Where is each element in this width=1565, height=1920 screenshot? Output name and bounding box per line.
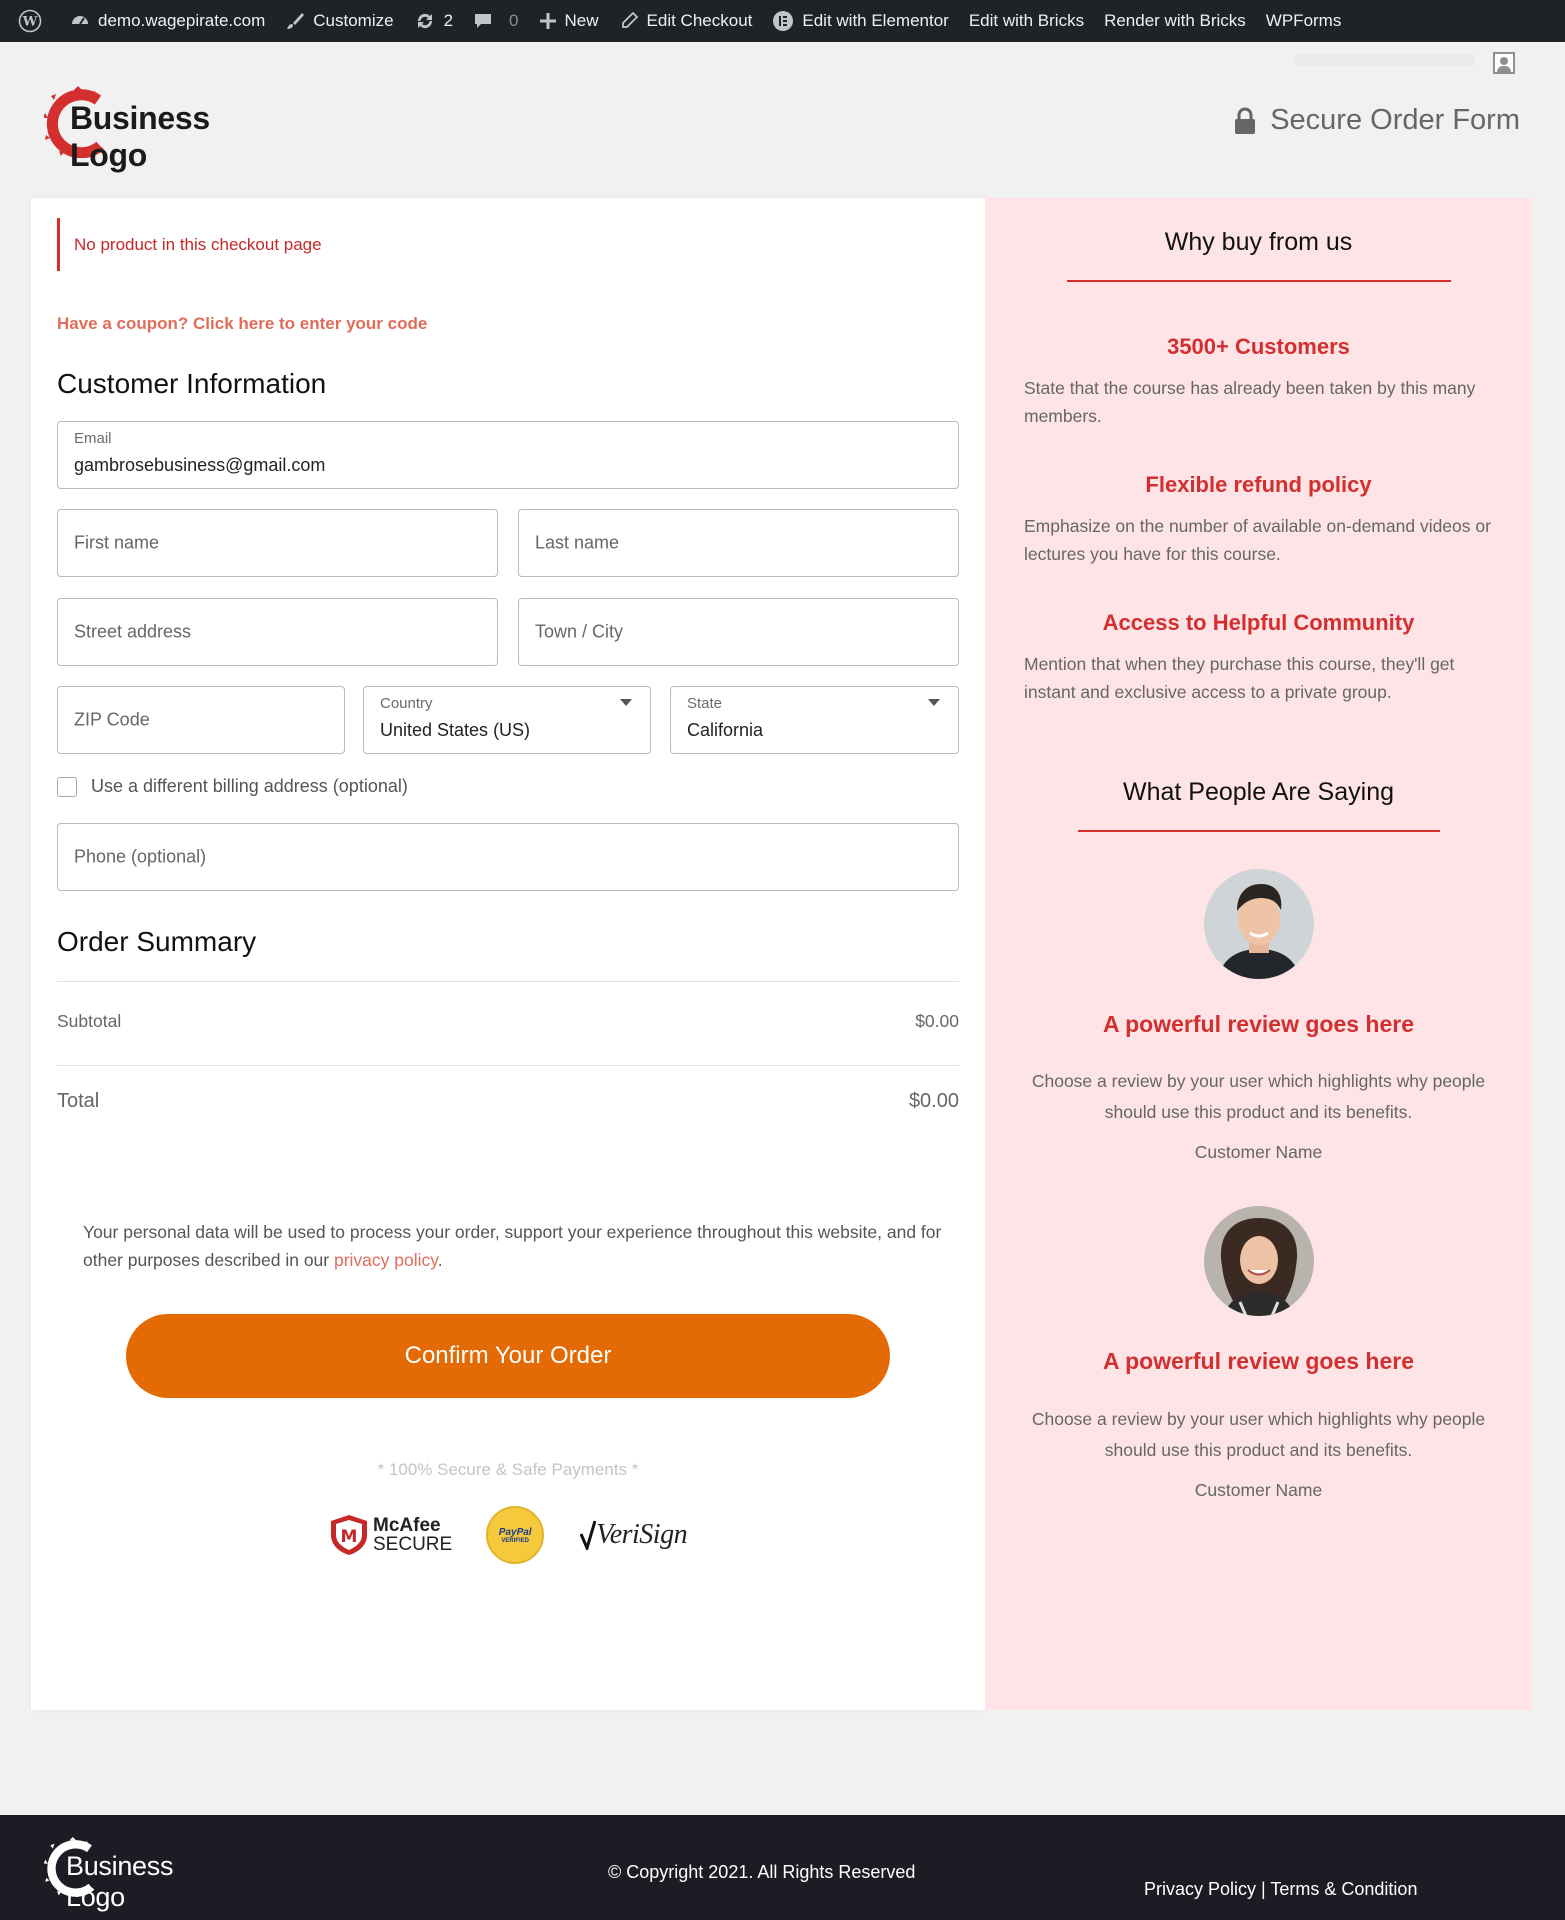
reviewer-avatar [1204,869,1314,979]
new-content-link[interactable] [529,0,609,42]
billing-checkbox[interactable] [57,777,77,797]
review-text: Choose a review by your user which highlights why people should use this product and its benefits. [1031,1071,1486,1122]
footer-logo-text: Business Logo [66,1851,174,1912]
header-logo[interactable] [44,86,210,173]
street-placeholder: Street address [74,621,192,642]
feature-title: Access to Helpful Community [1102,610,1415,635]
comments-count: 0 [509,11,519,30]
pencil-icon [619,11,639,31]
user-avatar-icon[interactable] [1493,52,1515,74]
logo-text: Business Logo [70,100,210,173]
footer [0,1815,1565,1920]
edit-bricks-label: Edit with Bricks [968,11,1085,30]
country-select[interactable] [363,686,651,754]
svg-text:W: W [22,14,38,30]
email-value: gambrosebusiness@gmail.com [74,455,326,475]
verisign-text: VeriSign [596,1519,688,1550]
wpforms-link[interactable] [1256,0,1352,42]
state-value: California [687,720,764,740]
paypal-verified-text: VERIFIED [501,1537,530,1544]
render-bricks-label: Render with Bricks [1104,11,1246,30]
coupon-link[interactable]: Have a coupon? Click here to enter your code [57,314,428,333]
street-address-input[interactable] [57,598,498,666]
wordpress-logo-icon[interactable] [8,0,60,42]
total-value: $0.00 [908,1090,959,1112]
confirm-order-button[interactable]: Confirm Your Order [126,1314,890,1398]
mcafee-name: McAfee [373,1515,441,1536]
privacy-end: . [437,1250,443,1270]
no-product-notice [57,218,322,271]
order-summary-title: Order Summary [57,926,257,957]
secure-order-label: Secure Order Form [1270,104,1520,136]
first-name-input[interactable] [57,509,498,577]
wpforms-label: WPForms [1265,11,1342,30]
updates-count: 2 [443,11,454,30]
state-label: State [687,695,723,712]
subtotal-value: $0.00 [915,1011,959,1031]
edit-checkout-label: Edit Checkout [646,11,753,30]
site-name-label: demo.wagepirate.com [98,11,266,30]
total-row [57,1090,959,1113]
edit-bricks-link[interactable] [959,0,1094,42]
sidebar-panel [985,198,1532,1710]
city-input[interactable] [518,598,959,666]
zip-input[interactable] [57,686,345,754]
chevron-down-icon [928,699,940,706]
testimonials-title: What People Are Saying [1123,778,1394,806]
privacy-policy-footer-link[interactable]: Privacy Policy [1144,1879,1257,1899]
mcafee-badge [329,1513,452,1557]
privacy-notice [83,1218,943,1274]
city-placeholder: Town / City [535,621,624,642]
customer-info-title: Customer Information [57,368,327,399]
summary-divider [57,981,959,982]
last-name-placeholder: Last name [535,532,620,553]
review-title: A powerful review goes here [1102,1348,1415,1374]
feature-desc: Emphasize on the number of available on-demand videos or lectures you have for this course. [1024,516,1491,564]
why-buy-title: Why buy from us [1164,228,1353,256]
state-select[interactable] [670,686,959,754]
new-label: New [564,11,599,30]
mcafee-secure: SECURE [373,1534,453,1555]
email-field[interactable] [57,421,959,489]
comment-icon [473,11,493,31]
why-buy-underline [1067,280,1451,282]
summary-divider [57,1065,959,1066]
edit-checkout-link[interactable] [609,0,763,42]
paypal-verified-badge [486,1506,544,1564]
comments-link[interactable] [463,0,528,42]
phone-placeholder: Phone (optional) [74,846,207,867]
email-label: Email [74,430,112,447]
render-bricks-link[interactable] [1094,0,1256,42]
copyright: © Copyright 2021. All Rights Reserved [608,1862,916,1882]
updates-link[interactable] [404,0,463,42]
verisign-badge [580,1519,687,1551]
svg-text:M: M [340,1527,358,1547]
country-label: Country [380,695,433,712]
paintbrush-icon [285,11,305,31]
feature-title: 3500+ Customers [1167,334,1350,359]
footer-logo[interactable] [44,1837,174,1912]
subtotal-row [57,1011,959,1032]
verisign-check-icon [580,1520,596,1550]
review-title: A powerful review goes here [1102,1011,1415,1037]
customize-link[interactable] [275,0,403,42]
checkout-form-card [31,198,985,1710]
edit-elementor-link[interactable] [762,0,958,42]
zip-placeholder: ZIP Code [74,709,150,730]
secure-payments-label: * 100% Secure & Safe Payments * [377,1460,639,1479]
first-name-placeholder: First name [74,532,160,553]
chevron-down-icon [620,699,632,706]
admin-bar [0,0,1565,42]
mcafee-shield-icon [329,1513,369,1557]
footer-links [1144,1879,1417,1900]
last-name-input[interactable] [518,509,959,577]
testimonials-underline [1078,830,1440,832]
country-value: United States (US) [380,720,531,740]
edit-elementor-label: Edit with Elementor [802,11,949,30]
privacy-policy-link[interactable]: privacy policy [333,1250,438,1270]
dashboard-icon [70,11,90,31]
billing-checkbox-label: Use a different billing address (optional) [91,776,408,796]
reviewer-avatar [1204,1206,1314,1316]
feature-desc: Mention that when they purchase this course, they'll get instant and exclusive access to a private group. [1024,654,1455,702]
billing-address-option[interactable] [57,776,408,797]
refresh-icon [414,11,436,31]
plus-icon [539,12,557,30]
phone-input[interactable] [57,823,959,891]
total-label: Total [57,1090,100,1112]
paypal-text: PayPal [498,1526,532,1538]
review-text: Choose a review by your user which highlights why people should use this product and its benefits. [1031,1409,1486,1460]
feature-title: Flexible refund policy [1145,472,1372,497]
subtotal-label: Subtotal [57,1011,122,1031]
reviewer-name: Customer Name [1194,1142,1323,1162]
trust-badges [329,1506,687,1564]
secure-order-heading [1234,104,1520,137]
notice-text: No product in this checkout page [74,235,322,254]
lock-icon [1234,107,1256,135]
site-name-link[interactable] [60,0,275,42]
user-greeting-placeholder [1295,54,1475,66]
feature-desc: State that the course has already been taken by this many members. [1024,378,1476,426]
footer-link-separator: | [1256,1879,1271,1899]
terms-link[interactable]: Terms & Condition [1270,1879,1418,1899]
elementor-icon [772,10,794,32]
reviewer-name: Customer Name [1194,1480,1323,1500]
privacy-text: Your personal data will be used to process your order, support your experience throughout this website, and for other purposes described in our [83,1222,942,1270]
customize-label: Customize [313,11,394,30]
